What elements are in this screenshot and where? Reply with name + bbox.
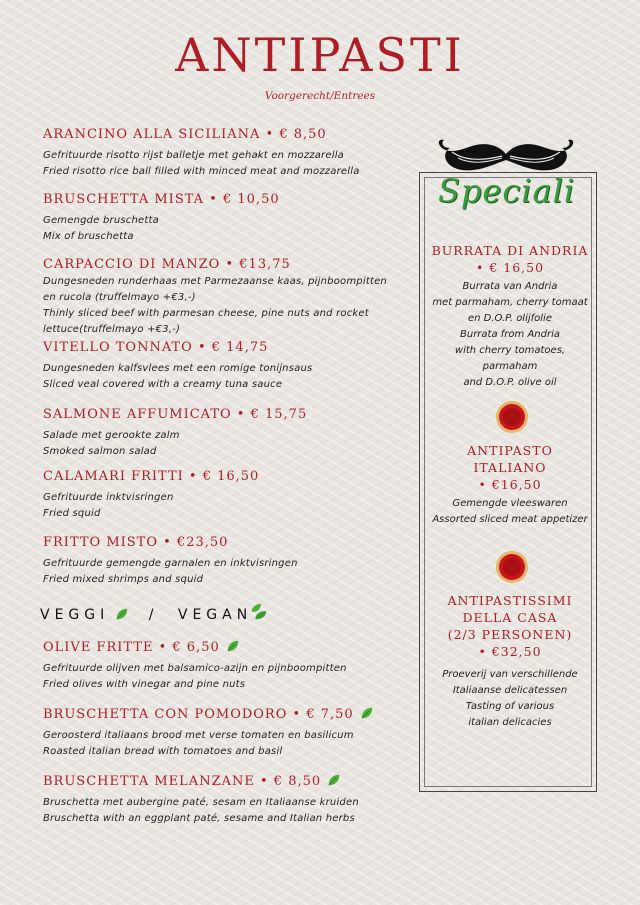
menu-item-calamari <box>43 469 403 522</box>
speciali-item-burrata <box>424 242 596 391</box>
menu-item-desc: Dungesneden runderhaas met Parmezaanse kaas, pijnboompitten en rucola (truffelmayo +€3,-) Thinly sliced beef with parmesan cheese, pine nuts and rocket lettuce(truffelmayo +€3,-) <box>43 276 387 335</box>
heading-separator: / <box>148 607 159 623</box>
menu-item-title: FRITTO MISTO • €23,50 <box>43 535 229 550</box>
speciali-item-title: ITALIANO <box>473 460 547 475</box>
menu-item-olive-fritte <box>43 639 403 693</box>
speciali-item-desc: Proeverij van verschillende Italiaanse delicatessen Tasting of various italian delicacies <box>442 669 578 728</box>
page-subtitle: Voorgerecht/Entrees <box>264 90 376 102</box>
menu-item-title: CARPACCIO DI MANZO • €13,75 <box>43 257 291 272</box>
leaf-icon <box>360 706 374 720</box>
menu-item-arancino <box>43 127 403 180</box>
menu-item-title: VITELLO TONNATO • € 14,75 <box>43 340 269 355</box>
veggi-vegan-heading <box>40 603 268 623</box>
menu-item-bruschetta-mista <box>43 192 403 245</box>
menu-item-title: SALMONE AFFUMICATO • € 15,75 <box>43 407 308 422</box>
leaf-icon <box>250 603 268 621</box>
leaf-icon <box>226 639 240 653</box>
veggi-label: VEGGI <box>40 607 110 623</box>
menu-item-desc: Bruschetta met aubergine paté, sesam en Italiaanse kruiden Bruschetta with an eggplant paté, sesame and Italian herbs <box>43 797 359 824</box>
leaf-icon <box>327 773 341 787</box>
menu-item-title: BRUSCHETTA CON POMODORO • € 7,50 <box>43 706 403 722</box>
speciali-item-title: DELLA CASA <box>462 610 558 625</box>
menu-item-title: BRUSCHETTA MELANZANE • € 8,50 <box>43 773 403 789</box>
page-title: ANTIPASTI <box>175 28 465 82</box>
menu-item-desc: Gefrituurde inktvisringen Fried squid <box>43 492 174 519</box>
menu-item-title: BRUSCHETTA MISTA • € 10,50 <box>43 192 280 207</box>
menu-item-fritto-misto <box>43 535 403 588</box>
menu-item-desc: Geroosterd italiaans brood met verse tomaten en basilicum Roasted italian bread with tomatoes and basil <box>43 730 354 757</box>
speciali-item-price: • € 16,50 <box>475 260 545 275</box>
vegan-label: VEGAN <box>177 607 253 623</box>
menu-item-title: ARANCINO ALLA SICILIANA • € 8,50 <box>43 127 327 142</box>
speciali-item-antipastissimi <box>424 592 596 731</box>
speciali-item-title: ANTIPASTO <box>467 443 553 458</box>
menu-item-vitello-tonnato <box>43 340 403 393</box>
speciali-item-price: • €32,50 <box>478 644 542 659</box>
speciali-item-antipasto-italiano <box>424 442 596 528</box>
speciali-item-desc: Burrata van Andria met parmaham, cherry tomaat en D.O.P. olijfolie Burrata from Andria with cherry tomatoes, parmaham and D.O.P. olive oil <box>432 281 588 388</box>
menu-item-carpaccio <box>43 257 403 338</box>
menu-item-bruschetta-melanzane <box>43 773 403 827</box>
menu-item-title: OLIVE FRITTE • € 6,50 <box>43 639 403 655</box>
menu-item-desc: Gefrituurde gemengde garnalen en inktvisringen Fried mixed shrimps and squid <box>43 558 298 585</box>
menu-item-title: CALAMARI FRITTI • € 16,50 <box>43 469 260 484</box>
speciali-item-price: • €16,50 <box>478 477 542 492</box>
speciali-item-desc: Gemengde vleeswaren Assorted sliced meat appetizer <box>432 498 588 525</box>
tomato-icon <box>495 400 529 434</box>
leaf-icon <box>115 607 129 621</box>
menu-item-salmone <box>43 407 403 460</box>
tomato-icon <box>495 550 529 584</box>
speciali-item-title: BURRATA DI ANDRIA <box>431 243 589 258</box>
menu-item-desc: Gemengde bruschetta Mix of bruschetta <box>43 215 159 242</box>
speciali-item-title: (2/3 PERSONEN) <box>447 627 573 642</box>
speciali-item-title: ANTIPASTISSIMI <box>447 593 573 608</box>
speciali-heading: Speciali <box>438 172 576 210</box>
menu-item-desc: Gefrituurde olijven met balsamico-azijn en pijnboompitten Fried olives with vinegar and pine nuts <box>43 663 347 690</box>
menu-item-desc: Salade met gerookte zalm Smoked salmon salad <box>43 430 180 457</box>
menu-item-desc: Dungesneden kalfsvlees met een romige tonijnsaus Sliced veal covered with a creamy tuna sauce <box>43 363 313 390</box>
menu-item-bruschetta-pomodoro <box>43 706 403 760</box>
menu-item-desc: Gefrituurde risotto rijst balletje met gehakt en mozzarella Fried risotto rice ball filled with minced meat and mozzarella <box>43 150 360 177</box>
